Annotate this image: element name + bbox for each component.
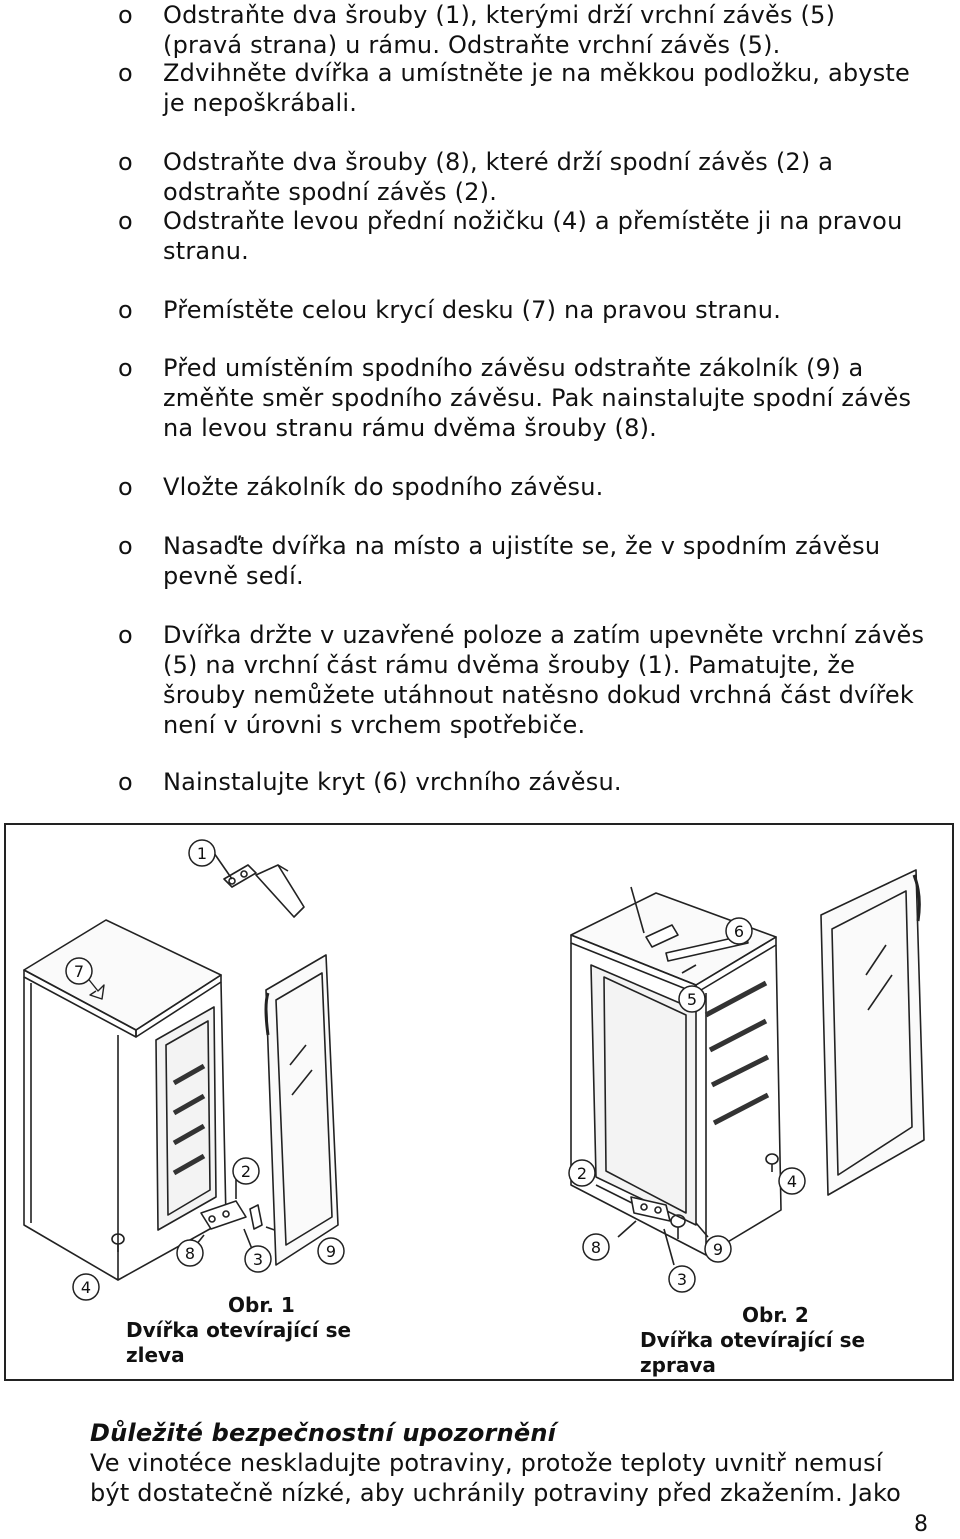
list-item-line: Zdvihněte dvířka a umístněte je na měkkou podložku, abyste <box>163 59 910 87</box>
list-item-line: (5) na vrchní část rámu dvěma šrouby (1). Pamatujte, že <box>163 651 856 679</box>
figure-2-caption-line: Dvířka otevírající se <box>640 1328 866 1352</box>
callout-marker <box>779 1168 805 1194</box>
list-item-line: Přemístěte celou krycí desku (7) na pravou stranu. <box>163 296 782 324</box>
callout-marker <box>705 1236 731 1262</box>
right-door-drawing <box>821 870 924 1195</box>
list-item-line: odstraňte spodní závěs (2). <box>163 178 498 206</box>
safety-notice-line: být dostatečně nízké, aby uchránily potraviny před zkažením. Jako <box>90 1479 902 1507</box>
callout-marker <box>245 1246 271 1272</box>
bullet: o <box>118 354 133 382</box>
bullet: o <box>118 473 133 501</box>
callout-label: 6 <box>733 922 745 941</box>
callout-marker <box>583 1234 609 1260</box>
callout-marker <box>569 1160 595 1186</box>
callout-marker <box>233 1158 259 1184</box>
callout-label: 2 <box>576 1164 588 1183</box>
callout-label: 9 <box>712 1240 724 1259</box>
list-item-line: (pravá strana) u rámu. Odstraňte vrchní závěs (5). <box>163 31 781 59</box>
callout-label: 5 <box>686 990 698 1009</box>
callout-marker <box>318 1238 344 1264</box>
left-door-drawing <box>266 955 338 1265</box>
callout-label: 8 <box>184 1244 196 1263</box>
bullet: o <box>118 621 133 649</box>
callout-marker <box>726 918 752 944</box>
callout-label: 4 <box>80 1278 92 1297</box>
callout-label: 4 <box>786 1172 798 1191</box>
list-item-line: stranu. <box>163 237 249 265</box>
list-item-line: je nepoškrábali. <box>163 89 358 117</box>
list-item-line: Odstraňte dva šrouby (1), kterými drží vrchní závěs (5) <box>163 1 836 29</box>
callout-label: 1 <box>196 844 208 863</box>
list-item-line: Nasaďte dvířka na místo a ujistíte se, že v spodním závěsu <box>163 532 881 560</box>
callout-marker <box>66 958 92 984</box>
bullet: o <box>118 296 133 324</box>
callout-label: 3 <box>252 1250 264 1269</box>
list-item-line: není v úrovni s vrchem spotřebiče. <box>163 711 586 739</box>
figure-1-caption-line: Dvířka otevírající se <box>126 1318 352 1342</box>
list-item-line: Dvířka držte v uzavřené poloze a zatím upevněte vrchní závěs <box>163 621 925 649</box>
bullet: o <box>118 1 133 29</box>
figure-1-caption-title: Obr. 1 <box>228 1293 295 1317</box>
callout-marker <box>669 1266 695 1292</box>
callout-marker <box>189 840 215 866</box>
list-item-line: Nainstalujte kryt (6) vrchního závěsu. <box>163 768 622 796</box>
bullet: o <box>118 148 133 176</box>
callout-label: 8 <box>590 1238 602 1257</box>
list-item-line: Odstraňte dva šrouby (8), které drží spodní závěs (2) a <box>163 148 834 176</box>
bullet: o <box>118 207 133 235</box>
callout-label: 7 <box>73 962 85 981</box>
illustration-frame <box>4 823 954 1381</box>
list-item-line: Před umístěním spodního závěsu odstraňte zákolník (9) a <box>163 354 864 382</box>
callout-label: 3 <box>676 1270 688 1289</box>
figure-1-caption-line: zleva <box>126 1343 185 1367</box>
list-item-line: Vložte zákolník do spodního závěsu. <box>163 473 604 501</box>
bullet: o <box>118 59 133 87</box>
bullet: o <box>118 768 133 796</box>
callout-label: 9 <box>325 1242 337 1261</box>
figure-2-caption-line: zprava <box>640 1353 716 1377</box>
figure-2-caption-title: Obr. 2 <box>742 1303 809 1327</box>
safety-notice-line: Ve vinotéce neskladujte potraviny, protože teploty uvnitř nemusí <box>90 1449 883 1477</box>
list-item-line: pevně sedí. <box>163 562 304 590</box>
callout-marker <box>177 1240 203 1266</box>
list-item-line: změňte směr spodního závěsu. Pak nainstalujte spodní závěs <box>163 384 912 412</box>
callout-marker <box>73 1274 99 1300</box>
safety-notice-title: Důležité bezpečnostní upozornění <box>90 1419 557 1447</box>
page-number: 8 <box>914 1512 928 1537</box>
list-item-line: na levou stranu rámu dvěma šrouby (8). <box>163 414 657 442</box>
bullet: o <box>118 532 133 560</box>
list-item-line: Odstraňte levou přední nožičku (4) a přemístěte ji na pravou <box>163 207 903 235</box>
right-cabinet-drawing <box>571 887 781 1265</box>
left-cabinet-drawing <box>24 853 306 1280</box>
callout-marker <box>679 986 705 1012</box>
callout-label: 2 <box>240 1162 252 1181</box>
door-reversal-illustration <box>6 825 956 1383</box>
list-item-line: šrouby nemůžete utáhnout natěsno dokud vrchná část dvířek <box>163 681 914 709</box>
